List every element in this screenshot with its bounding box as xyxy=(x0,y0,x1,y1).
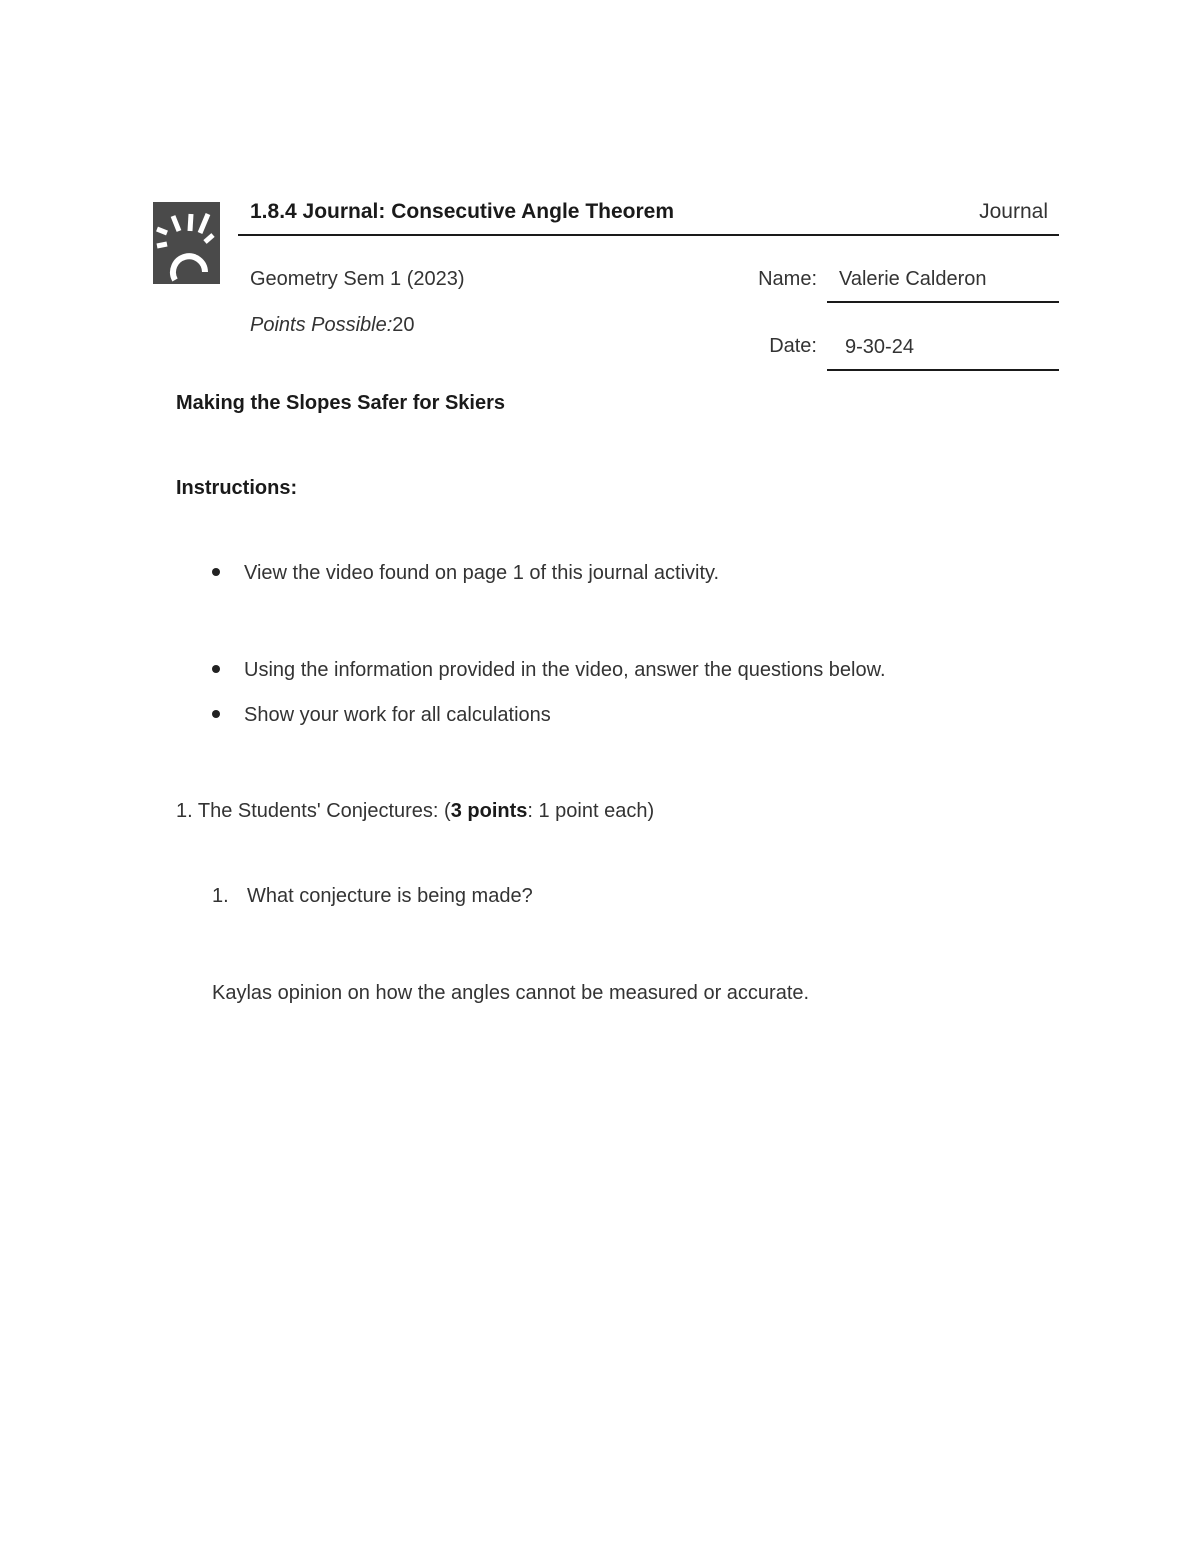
course-name: Geometry Sem 1 (2023) xyxy=(250,268,465,290)
header-divider xyxy=(238,234,1059,236)
sub-question xyxy=(212,885,533,908)
instruction-item xyxy=(212,704,551,727)
instruction-text: View the video found on page 1 of this journal activity. xyxy=(244,562,720,584)
instructions-heading: Instructions: xyxy=(176,477,298,499)
bullet-icon xyxy=(212,665,220,673)
instruction-item xyxy=(212,562,719,585)
date-field[interactable]: 9-30-24 xyxy=(845,336,914,358)
question-1-heading xyxy=(176,800,654,823)
sub-question-number: 1. xyxy=(212,885,229,907)
points-possible-label: Points Possible: xyxy=(250,314,393,336)
document-title: 1.8.4 Journal: Consecutive Angle Theorem xyxy=(250,200,674,223)
instruction-text: Using the information provided in the video, answer the questions below. xyxy=(244,659,886,681)
points-possible xyxy=(250,314,415,337)
name-label: Name: xyxy=(758,268,817,290)
instruction-item xyxy=(212,659,886,682)
bullet-icon xyxy=(212,568,220,576)
question-1-suffix: : 1 point each) xyxy=(527,800,655,822)
date-label: Date: xyxy=(769,335,817,357)
name-underline xyxy=(827,301,1059,303)
sub-question-text: What conjecture is being made? xyxy=(247,885,533,907)
section-title: Making the Slopes Safer for Skiers xyxy=(176,392,505,414)
question-1-prefix: 1. The Students' Conjectures: ( xyxy=(176,800,451,822)
instruction-text: Show your work for all calculations xyxy=(244,704,551,726)
document-type-label: Journal xyxy=(979,200,1048,223)
date-underline xyxy=(827,369,1059,371)
answer-text[interactable]: Kaylas opinion on how the angles cannot be measured or accurate. xyxy=(212,982,810,1004)
question-1-points: 3 points xyxy=(450,800,528,822)
sun-bulb-logo-icon xyxy=(153,202,220,284)
bullet-icon xyxy=(212,710,220,718)
points-possible-value: 20 xyxy=(392,314,415,336)
name-field[interactable]: Valerie Calderon xyxy=(839,268,987,290)
